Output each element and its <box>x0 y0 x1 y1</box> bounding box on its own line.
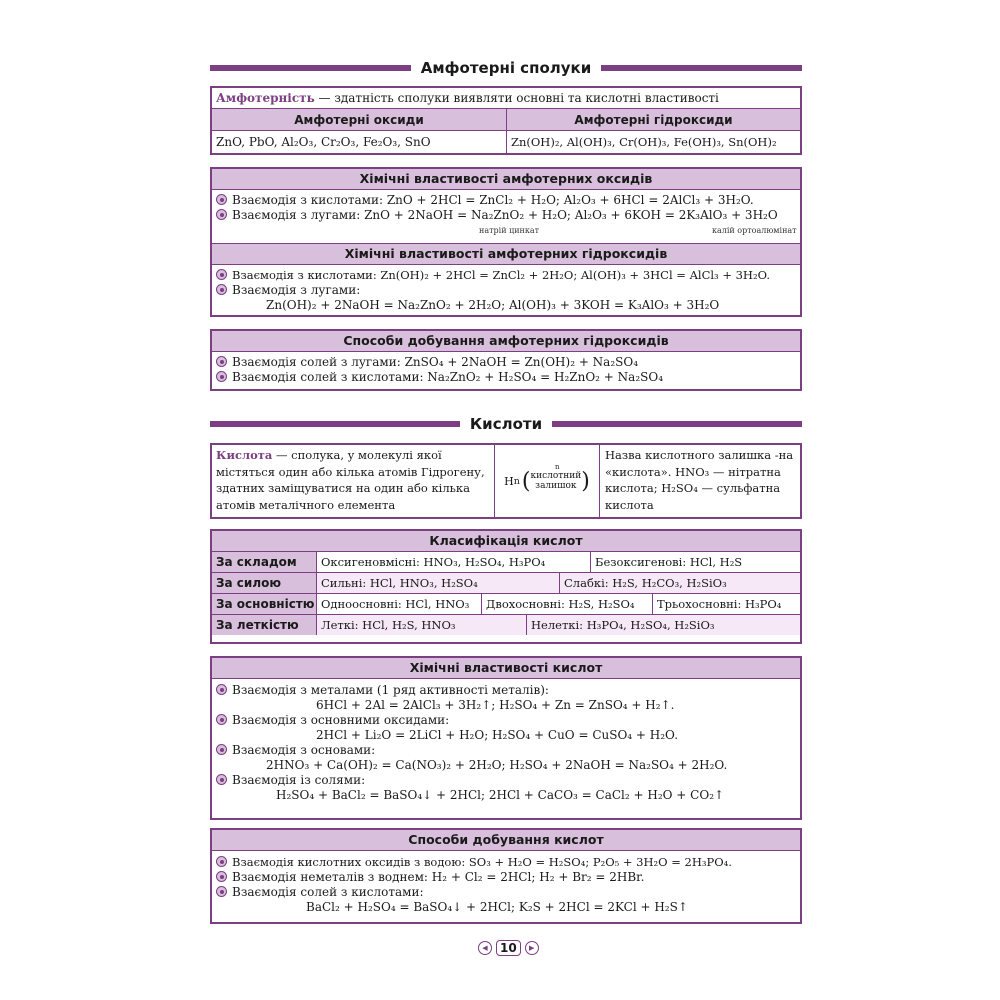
acid-props-l4: 2HCl + Li₂O = 2LiCl + H₂O; H₂SO₄ + CuO = CuSO₄ + H₂O. <box>316 728 679 742</box>
title-bar-right <box>601 65 802 71</box>
acid-props-l3 <box>212 713 800 728</box>
class-label: За складом <box>212 552 317 572</box>
acid-prep-l2 <box>212 870 800 885</box>
acid-prep-body <box>212 851 800 915</box>
hydroxides-header: Амфотерні гідроксиди <box>574 112 733 127</box>
oxides-hydroxides-list-row <box>212 130 800 153</box>
title-bar-left <box>210 65 411 71</box>
oxides-base-reaction: Взаємодія з лугами: ZnO + 2NaOH = Na₂ZnO₂ + H₂O; Al₂O₃ + 6KOH = 2K₃AlO₃ + 3H₂O <box>232 208 778 222</box>
section-title-acids <box>210 414 802 434</box>
class-cell: Безоксигенові: HCl, H₂S <box>595 555 743 569</box>
class-row-volatility <box>212 614 800 635</box>
hydroxides-prep-body <box>212 352 800 385</box>
acid-definition-box <box>210 443 802 519</box>
acid-prep-l4: BaCl₂ + H₂SO₄ = BaSO₄↓ + 2HCl; K₂S + 2HCl = 2KCl + H₂S↑ <box>306 900 688 914</box>
definition-text: — здатність сполуки виявляти основні та кислотні властивості <box>314 91 719 105</box>
bullet-icon <box>216 356 227 367</box>
amphoteric-properties-box <box>210 167 802 317</box>
bullet-icon <box>216 684 227 695</box>
class-label: За основністю <box>212 594 317 614</box>
hydroxides-prep-line2 <box>212 370 800 385</box>
acid-prep-nonmetals: Взаємодія неметалів з воднем: H₂ + Cl₂ = 2HCl; H₂ + Br₂ = 2HBr. <box>232 870 645 884</box>
next-page-icon[interactable]: ▶ <box>525 941 539 955</box>
bullet-icon <box>216 774 227 785</box>
class-cell: Одноосновні: HCl, HNO₃ <box>317 594 482 614</box>
prep-salt-acid: Взаємодія солей з кислотами: Na₂ZnO₂ + H₂SO₄ = H₂ZnO₂ + Na₂SO₄ <box>232 370 663 384</box>
acid-definition-text: — сполука, у молекулі якої містяться один або кілька атомів Гідрогену, здатних заміщуватися на один або кілька атомів металічного елемента <box>216 448 485 512</box>
bullet-icon <box>216 371 227 382</box>
acid-properties-box <box>210 656 802 820</box>
class-cell: Сильні: HCl, HNO₃, H₂SO₄ <box>317 573 560 593</box>
hydroxides-prep-box <box>210 329 802 391</box>
title-bar-left <box>210 421 460 427</box>
formula-inner <box>530 471 581 491</box>
acid-prep-oxides: Взаємодія кислотних оксидів з водою: SO₃ + H₂O = H₂SO₄; P₂O₅ + 3H₂O = 2H₃PO₄. <box>232 855 732 869</box>
page-navigation <box>478 940 539 956</box>
hydroxides-prep-line1 <box>212 355 800 370</box>
hydroxides-acid-reaction: Взаємодія з кислотами: Zn(OH)₂ + 2HCl = ZnCl₂ + 2H₂O; Al(OH)₃ + 3HCl = AlCl₃ + 3H₂O. <box>232 268 770 282</box>
hydroxides-props-line1 <box>212 268 800 283</box>
hydroxides-base-label: Взаємодія з лугами: <box>232 283 361 297</box>
page-number: 10 <box>496 940 521 956</box>
class-row-basicity <box>212 593 800 614</box>
acid-metals-label: Взаємодія з металами (1 ряд активності металів): <box>232 683 549 697</box>
acid-props-l1 <box>212 683 800 698</box>
acid-definition <box>212 445 495 517</box>
title-bar-right <box>552 421 802 427</box>
acid-classification-box <box>210 529 802 644</box>
class-cell: Двохосновні: H₂S, H₂SO₄ <box>482 594 653 614</box>
oxides-props-line2 <box>212 208 800 223</box>
hydroxides-props-line2 <box>212 283 800 298</box>
hydroxides-props-line3: Zn(OH)₂ + 2NaOH = Na₂ZnO₂ + 2H₂O; Al(OH)₃ + 3KOH = K₃AlO₃ + 3H₂O <box>266 298 720 312</box>
classification-header: Класифікація кислот <box>212 531 800 551</box>
class-row-composition <box>212 551 800 572</box>
formula-h: H <box>504 474 514 488</box>
acid-definition-term: Кислота <box>216 448 273 462</box>
class-cell: Трьохосновні: H₃PO₄ <box>657 597 782 611</box>
oxides-list: ZnO, PbO, Al₂O₃, Cr₂O₃, Fe₂O₃, SnO <box>212 131 507 153</box>
bullet-icon <box>216 856 227 867</box>
class-cell: Оксигеновмісні: HNO₃, H₂SO₄, H₃PO₄ <box>317 552 591 572</box>
formula-paren-left: ( <box>521 468 531 494</box>
oxides-props-line1 <box>212 193 800 208</box>
acid-props-l7 <box>212 773 800 788</box>
formula-n: n <box>513 475 520 487</box>
bullet-icon <box>216 284 227 295</box>
class-label: За силою <box>212 573 317 593</box>
bullet-icon <box>216 744 227 755</box>
acid-prep-salts-label: Взаємодія солей з кислотами: <box>232 885 424 899</box>
note-potassium-aluminate: калій ортоалюмінат <box>712 226 797 235</box>
definition-term: Амфотерність <box>216 91 315 105</box>
class-label: За леткістю <box>212 615 317 635</box>
acid-props-l5 <box>212 743 800 758</box>
bullet-icon <box>216 886 227 897</box>
definition-line <box>212 88 800 108</box>
acid-props-l2: 6HCl + 2Al = 2AlCl₃ + 3H₂↑; H₂SO₄ + Zn = ZnSO₄ + H₂↑. <box>316 698 675 712</box>
section-title-amphoteric <box>210 58 802 78</box>
formula-inner-2: залишок <box>535 481 577 491</box>
amphoteric-definition-box <box>210 86 802 155</box>
section-title-text: Кислоти <box>469 415 543 433</box>
acid-naming: Назва кислотного залишка -на «кислота». HNO₃ — нітратна кислота; H₂SO₄ — сульфатна кислота <box>605 448 794 512</box>
hydroxides-props-body <box>212 265 800 313</box>
oxides-hydroxides-header-row <box>212 108 800 130</box>
acid-prep-l1 <box>212 855 800 870</box>
formula-paren-right: ) <box>581 468 590 494</box>
class-cell: Леткі: HCl, H₂S, HNO₃ <box>317 615 527 635</box>
bullet-icon <box>216 209 227 220</box>
oxides-acid-reaction: Взаємодія з кислотами: ZnO + 2HCl = ZnCl₂ + H₂O; Al₂O₃ + 6HCl = 2AlCl₃ + 3H₂O. <box>232 193 754 207</box>
class-row-strength <box>212 572 800 593</box>
note-sodium-zincate: натрій цинкат <box>479 226 540 235</box>
acid-prep-header: Способи добування кислот <box>212 830 800 851</box>
section-title-text: Амфотерні сполуки <box>420 59 592 77</box>
acid-props-body <box>212 679 800 803</box>
hydroxides-prep-header: Способи добування амфотерних гідроксидів <box>212 331 800 352</box>
class-cell: Нелеткі: H₃PO₄, H₂SO₄, H₂SiO₃ <box>531 618 715 632</box>
class-cell: Слабкі: H₂S, H₂CO₃, H₂SiO₃ <box>564 576 727 590</box>
formula-sup: n <box>555 463 560 471</box>
formula-inner-1: кислотний <box>530 471 582 481</box>
acid-oxides-label: Взаємодія з основними оксидами: <box>232 713 450 727</box>
acid-bases-label: Взаємодія з основами: <box>232 743 376 757</box>
acid-salts-label: Взаємодія із солями: <box>232 773 366 787</box>
bullet-icon <box>216 871 227 882</box>
acid-prep-box <box>210 828 802 924</box>
acid-props-l6: 2HNO₃ + Ca(OH)₂ = Ca(NO₃)₂ + 2H₂O; H₂SO₄ + 2NaOH = Na₂SO₄ + 2H₂O. <box>266 758 728 772</box>
oxides-props-body <box>212 190 800 243</box>
oxides-header: Амфотерні оксиди <box>212 109 507 130</box>
hydroxides-props-header: Хімічні властивості амфотерних гідроксидів <box>212 243 800 265</box>
prev-page-icon[interactable]: ◀ <box>478 941 492 955</box>
hydroxides-list: Zn(OH)₂, Al(OH)₃, Cr(OH)₃, Fe(OH)₃, Sn(OH)₂ <box>511 135 777 149</box>
prep-salt-alkali: Взаємодія солей з лугами: ZnSO₄ + 2NaOH = Zn(OH)₂ + Na₂SO₄ <box>232 355 639 369</box>
oxides-props-header: Хімічні властивості амфотерних оксидів <box>212 169 800 190</box>
acid-props-header: Хімічні властивості кислот <box>212 658 800 679</box>
bullet-icon <box>216 714 227 725</box>
bullet-icon <box>216 269 227 280</box>
bullet-icon <box>216 194 227 205</box>
acid-props-l8: H₂SO₄ + BaCl₂ = BaSO₄↓ + 2HCl; 2HCl + CaCO₃ = CaCl₂ + H₂O + CO₂↑ <box>276 788 725 802</box>
acid-general-formula <box>495 445 600 517</box>
acid-prep-l3 <box>212 885 800 900</box>
